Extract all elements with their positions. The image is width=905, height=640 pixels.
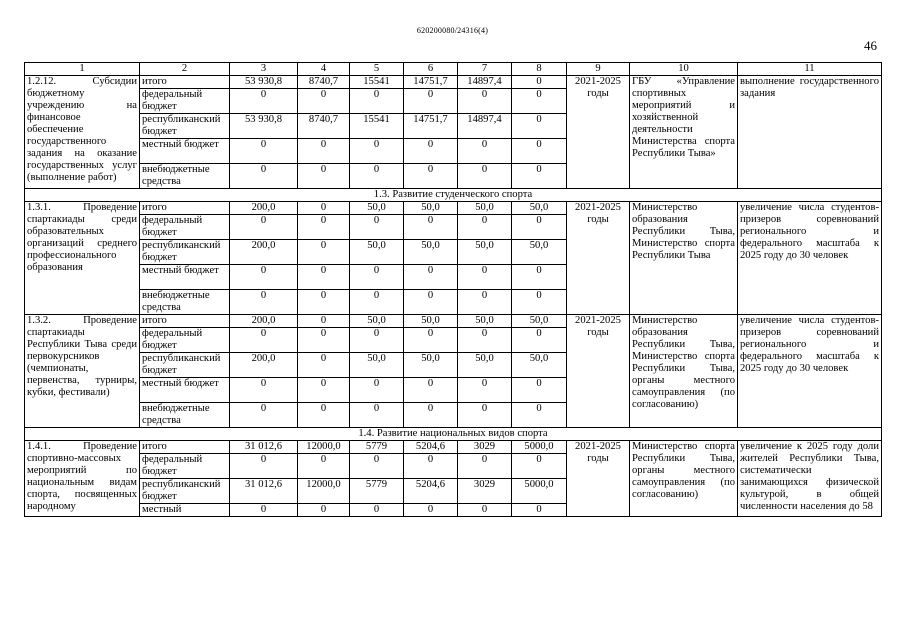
column-number: 10 <box>630 63 738 76</box>
funding-source: федеральный бюджет <box>140 215 230 240</box>
amount-cell: 50,0 <box>512 202 567 215</box>
amount-cell: 200,0 <box>230 315 298 328</box>
amount-cell: 0 <box>512 328 567 353</box>
amount-cell: 50,0 <box>404 353 458 378</box>
funding-source: федеральный бюджет <box>140 328 230 353</box>
column-number: 3 <box>230 63 298 76</box>
amount-cell: 0 <box>350 454 404 479</box>
amount-cell: 0 <box>512 403 567 428</box>
amount-cell: 50,0 <box>350 353 404 378</box>
document-id: 620200080/24316(4) <box>416 26 489 35</box>
column-number: 1 <box>25 63 140 76</box>
amount-cell: 0 <box>298 139 350 164</box>
amount-cell: 0 <box>404 89 458 114</box>
amount-cell: 3029 <box>458 479 512 504</box>
funding-source: итого <box>140 202 230 215</box>
amount-cell: 0 <box>230 164 298 189</box>
section-title: 1.3. Развитие студенческого спорта <box>25 189 882 202</box>
funding-source: итого <box>140 76 230 89</box>
amount-cell: 0 <box>230 265 298 290</box>
amount-cell: 50,0 <box>350 240 404 265</box>
amount-cell: 0 <box>298 265 350 290</box>
amount-cell: 0 <box>404 290 458 315</box>
amount-cell: 5000,0 <box>512 441 567 454</box>
amount-cell: 0 <box>230 215 298 240</box>
funding-source: республиканский бюджет <box>140 479 230 504</box>
amount-cell: 0 <box>512 139 567 164</box>
column-number: 8 <box>512 63 567 76</box>
amount-cell: 0 <box>230 454 298 479</box>
table-row <box>25 315 882 328</box>
amount-cell: 200,0 <box>230 202 298 215</box>
amount-cell: 0 <box>298 353 350 378</box>
funding-source: внебюджетные средства <box>140 290 230 315</box>
expected-result: увеличение числа студентов-призеров соревнований регионального и федерального масштаба к 2025 году до 30 человек <box>738 315 882 428</box>
amount-cell: 0 <box>230 378 298 403</box>
amount-cell: 0 <box>458 139 512 164</box>
amount-cell: 0 <box>404 265 458 290</box>
amount-cell: 0 <box>298 504 350 517</box>
measure-name: 1.3.1. Проведение спартакиады среди образовательных организаций среднего профессионального образования <box>25 202 140 315</box>
amount-cell: 0 <box>230 89 298 114</box>
page-number: 46 <box>864 38 877 53</box>
amount-cell: 0 <box>512 454 567 479</box>
executor: Министерство образования Республики Тыва, Министерство спорта Республики Тыва, органы местного самоуправления (по согласованию) <box>630 315 738 428</box>
column-number: 6 <box>404 63 458 76</box>
amount-cell: 12000,0 <box>298 479 350 504</box>
amount-cell: 31 012,6 <box>230 441 298 454</box>
amount-cell: 50,0 <box>458 315 512 328</box>
amount-cell: 0 <box>298 89 350 114</box>
column-number-row <box>25 63 882 76</box>
amount-cell: 0 <box>230 403 298 428</box>
period: 2021-2025 годы <box>567 315 630 428</box>
amount-cell: 3029 <box>458 441 512 454</box>
amount-cell: 0 <box>298 240 350 265</box>
amount-cell: 0 <box>298 215 350 240</box>
amount-cell: 0 <box>350 403 404 428</box>
amount-cell: 0 <box>230 328 298 353</box>
amount-cell: 0 <box>512 76 567 89</box>
expected-result: увеличение к 2025 году доли жителей Республики Тыва, систематически занимающихся физической культурой, в общей численности населения до 58 <box>738 441 882 517</box>
period: 2021-2025 годы <box>567 76 630 189</box>
amount-cell: 0 <box>298 290 350 315</box>
amount-cell: 0 <box>458 290 512 315</box>
amount-cell: 0 <box>350 378 404 403</box>
amount-cell: 0 <box>458 164 512 189</box>
column-number: 11 <box>738 63 882 76</box>
amount-cell: 0 <box>298 378 350 403</box>
amount-cell: 8740,7 <box>298 114 350 139</box>
funding-source: итого <box>140 315 230 328</box>
amount-cell: 200,0 <box>230 240 298 265</box>
amount-cell: 0 <box>350 265 404 290</box>
funding-source: итого <box>140 441 230 454</box>
amount-cell: 5204,6 <box>404 479 458 504</box>
funding-source: федеральный бюджет <box>140 89 230 114</box>
amount-cell: 0 <box>298 315 350 328</box>
amount-cell: 0 <box>350 139 404 164</box>
amount-cell: 0 <box>458 328 512 353</box>
amount-cell: 53 930,8 <box>230 76 298 89</box>
amount-cell: 0 <box>512 114 567 139</box>
column-number: 5 <box>350 63 404 76</box>
amount-cell: 50,0 <box>512 315 567 328</box>
measure-name: 1.2.12. Субсидии бюджетному учреждению на финансовое обеспечение государственного задания на оказание государственных услуг (выполнение работ) <box>25 76 140 189</box>
amount-cell: 0 <box>512 265 567 290</box>
amount-cell: 50,0 <box>350 315 404 328</box>
amount-cell: 0 <box>230 290 298 315</box>
amount-cell: 5779 <box>350 479 404 504</box>
measure-name: 1.3.2. Проведение спартакиады Республики Тыва среди первокурсников (чемпионаты, первенства, турниры, кубки, фестивали) <box>25 315 140 428</box>
column-number: 9 <box>567 63 630 76</box>
funding-source: местный бюджет <box>140 265 230 290</box>
amount-cell: 50,0 <box>458 353 512 378</box>
amount-cell: 0 <box>350 215 404 240</box>
amount-cell: 50,0 <box>458 240 512 265</box>
amount-cell: 0 <box>404 328 458 353</box>
amount-cell: 0 <box>512 290 567 315</box>
amount-cell: 0 <box>404 378 458 403</box>
amount-cell: 12000,0 <box>298 441 350 454</box>
amount-cell: 200,0 <box>230 353 298 378</box>
amount-cell: 0 <box>404 403 458 428</box>
amount-cell: 0 <box>350 164 404 189</box>
funding-source: внебюджетные средства <box>140 403 230 428</box>
expected-result: увеличение числа студентов-призеров соревнований регионального и федерального масштаба к 2025 году до 30 человек <box>738 202 882 315</box>
table-row <box>25 441 882 454</box>
column-number: 4 <box>298 63 350 76</box>
amount-cell: 0 <box>458 89 512 114</box>
amount-cell: 50,0 <box>350 202 404 215</box>
amount-cell: 0 <box>350 89 404 114</box>
executor: ГБУ «Управление спортивных мероприятий и хозяйственной деятельности Министерства спорта Республики Тыва» <box>630 76 738 189</box>
amount-cell: 50,0 <box>512 240 567 265</box>
amount-cell: 0 <box>298 164 350 189</box>
measure-name: 1.4.1. Проведение спортивно-массовых мероприятий по национальным видам спорта, посвященных народному <box>25 441 140 517</box>
amount-cell: 0 <box>404 215 458 240</box>
amount-cell: 0 <box>350 290 404 315</box>
executor: Министерство спорта Республики Тыва, органы местного самоуправления (по согласованию) <box>630 441 738 517</box>
amount-cell: 0 <box>458 265 512 290</box>
program-table <box>24 62 882 517</box>
section-title: 1.4. Развитие национальных видов спорта <box>25 428 882 441</box>
amount-cell: 5779 <box>350 441 404 454</box>
amount-cell: 53 930,8 <box>230 114 298 139</box>
amount-cell: 14897,4 <box>458 76 512 89</box>
amount-cell: 8740,7 <box>298 76 350 89</box>
funding-source: внебюджетные средства <box>140 164 230 189</box>
amount-cell: 14751,7 <box>404 76 458 89</box>
amount-cell: 0 <box>512 215 567 240</box>
table-row <box>25 202 882 215</box>
amount-cell: 0 <box>512 504 567 517</box>
amount-cell: 0 <box>298 328 350 353</box>
amount-cell: 0 <box>512 164 567 189</box>
amount-cell: 50,0 <box>512 353 567 378</box>
amount-cell: 50,0 <box>458 202 512 215</box>
amount-cell: 0 <box>230 504 298 517</box>
amount-cell: 14751,7 <box>404 114 458 139</box>
amount-cell: 0 <box>350 504 404 517</box>
amount-cell: 50,0 <box>404 315 458 328</box>
amount-cell: 0 <box>404 454 458 479</box>
amount-cell: 0 <box>458 504 512 517</box>
column-number: 7 <box>458 63 512 76</box>
period: 2021-2025 годы <box>567 202 630 315</box>
funding-source: местный бюджет <box>140 378 230 403</box>
section-row <box>25 189 882 202</box>
amount-cell: 0 <box>298 403 350 428</box>
amount-cell: 50,0 <box>404 240 458 265</box>
amount-cell: 0 <box>404 139 458 164</box>
funding-source: республиканский бюджет <box>140 353 230 378</box>
funding-source: федеральный бюджет <box>140 454 230 479</box>
amount-cell: 0 <box>458 378 512 403</box>
amount-cell: 0 <box>298 202 350 215</box>
amount-cell: 0 <box>458 215 512 240</box>
amount-cell: 0 <box>230 139 298 164</box>
amount-cell: 15541 <box>350 76 404 89</box>
amount-cell: 0 <box>404 504 458 517</box>
amount-cell: 50,0 <box>404 202 458 215</box>
amount-cell: 5204,6 <box>404 441 458 454</box>
column-number: 2 <box>140 63 230 76</box>
funding-source: местный бюджет <box>140 139 230 164</box>
funding-source: местный <box>140 504 230 517</box>
amount-cell: 0 <box>298 454 350 479</box>
table-row <box>25 76 882 89</box>
amount-cell: 14897,4 <box>458 114 512 139</box>
amount-cell: 15541 <box>350 114 404 139</box>
expected-result: выполнение государственного задания <box>738 76 882 189</box>
period: 2021-2025 годы <box>567 441 630 517</box>
amount-cell: 0 <box>512 89 567 114</box>
amount-cell: 0 <box>404 164 458 189</box>
amount-cell: 0 <box>512 378 567 403</box>
section-row <box>25 428 882 441</box>
funding-source: республиканский бюджет <box>140 114 230 139</box>
amount-cell: 5000,0 <box>512 479 567 504</box>
amount-cell: 0 <box>458 403 512 428</box>
executor: Министерство образования Республики Тыва, Министерство спорта Республики Тыва <box>630 202 738 315</box>
amount-cell: 31 012,6 <box>230 479 298 504</box>
amount-cell: 0 <box>350 328 404 353</box>
funding-source: республиканский бюджет <box>140 240 230 265</box>
amount-cell: 0 <box>458 454 512 479</box>
